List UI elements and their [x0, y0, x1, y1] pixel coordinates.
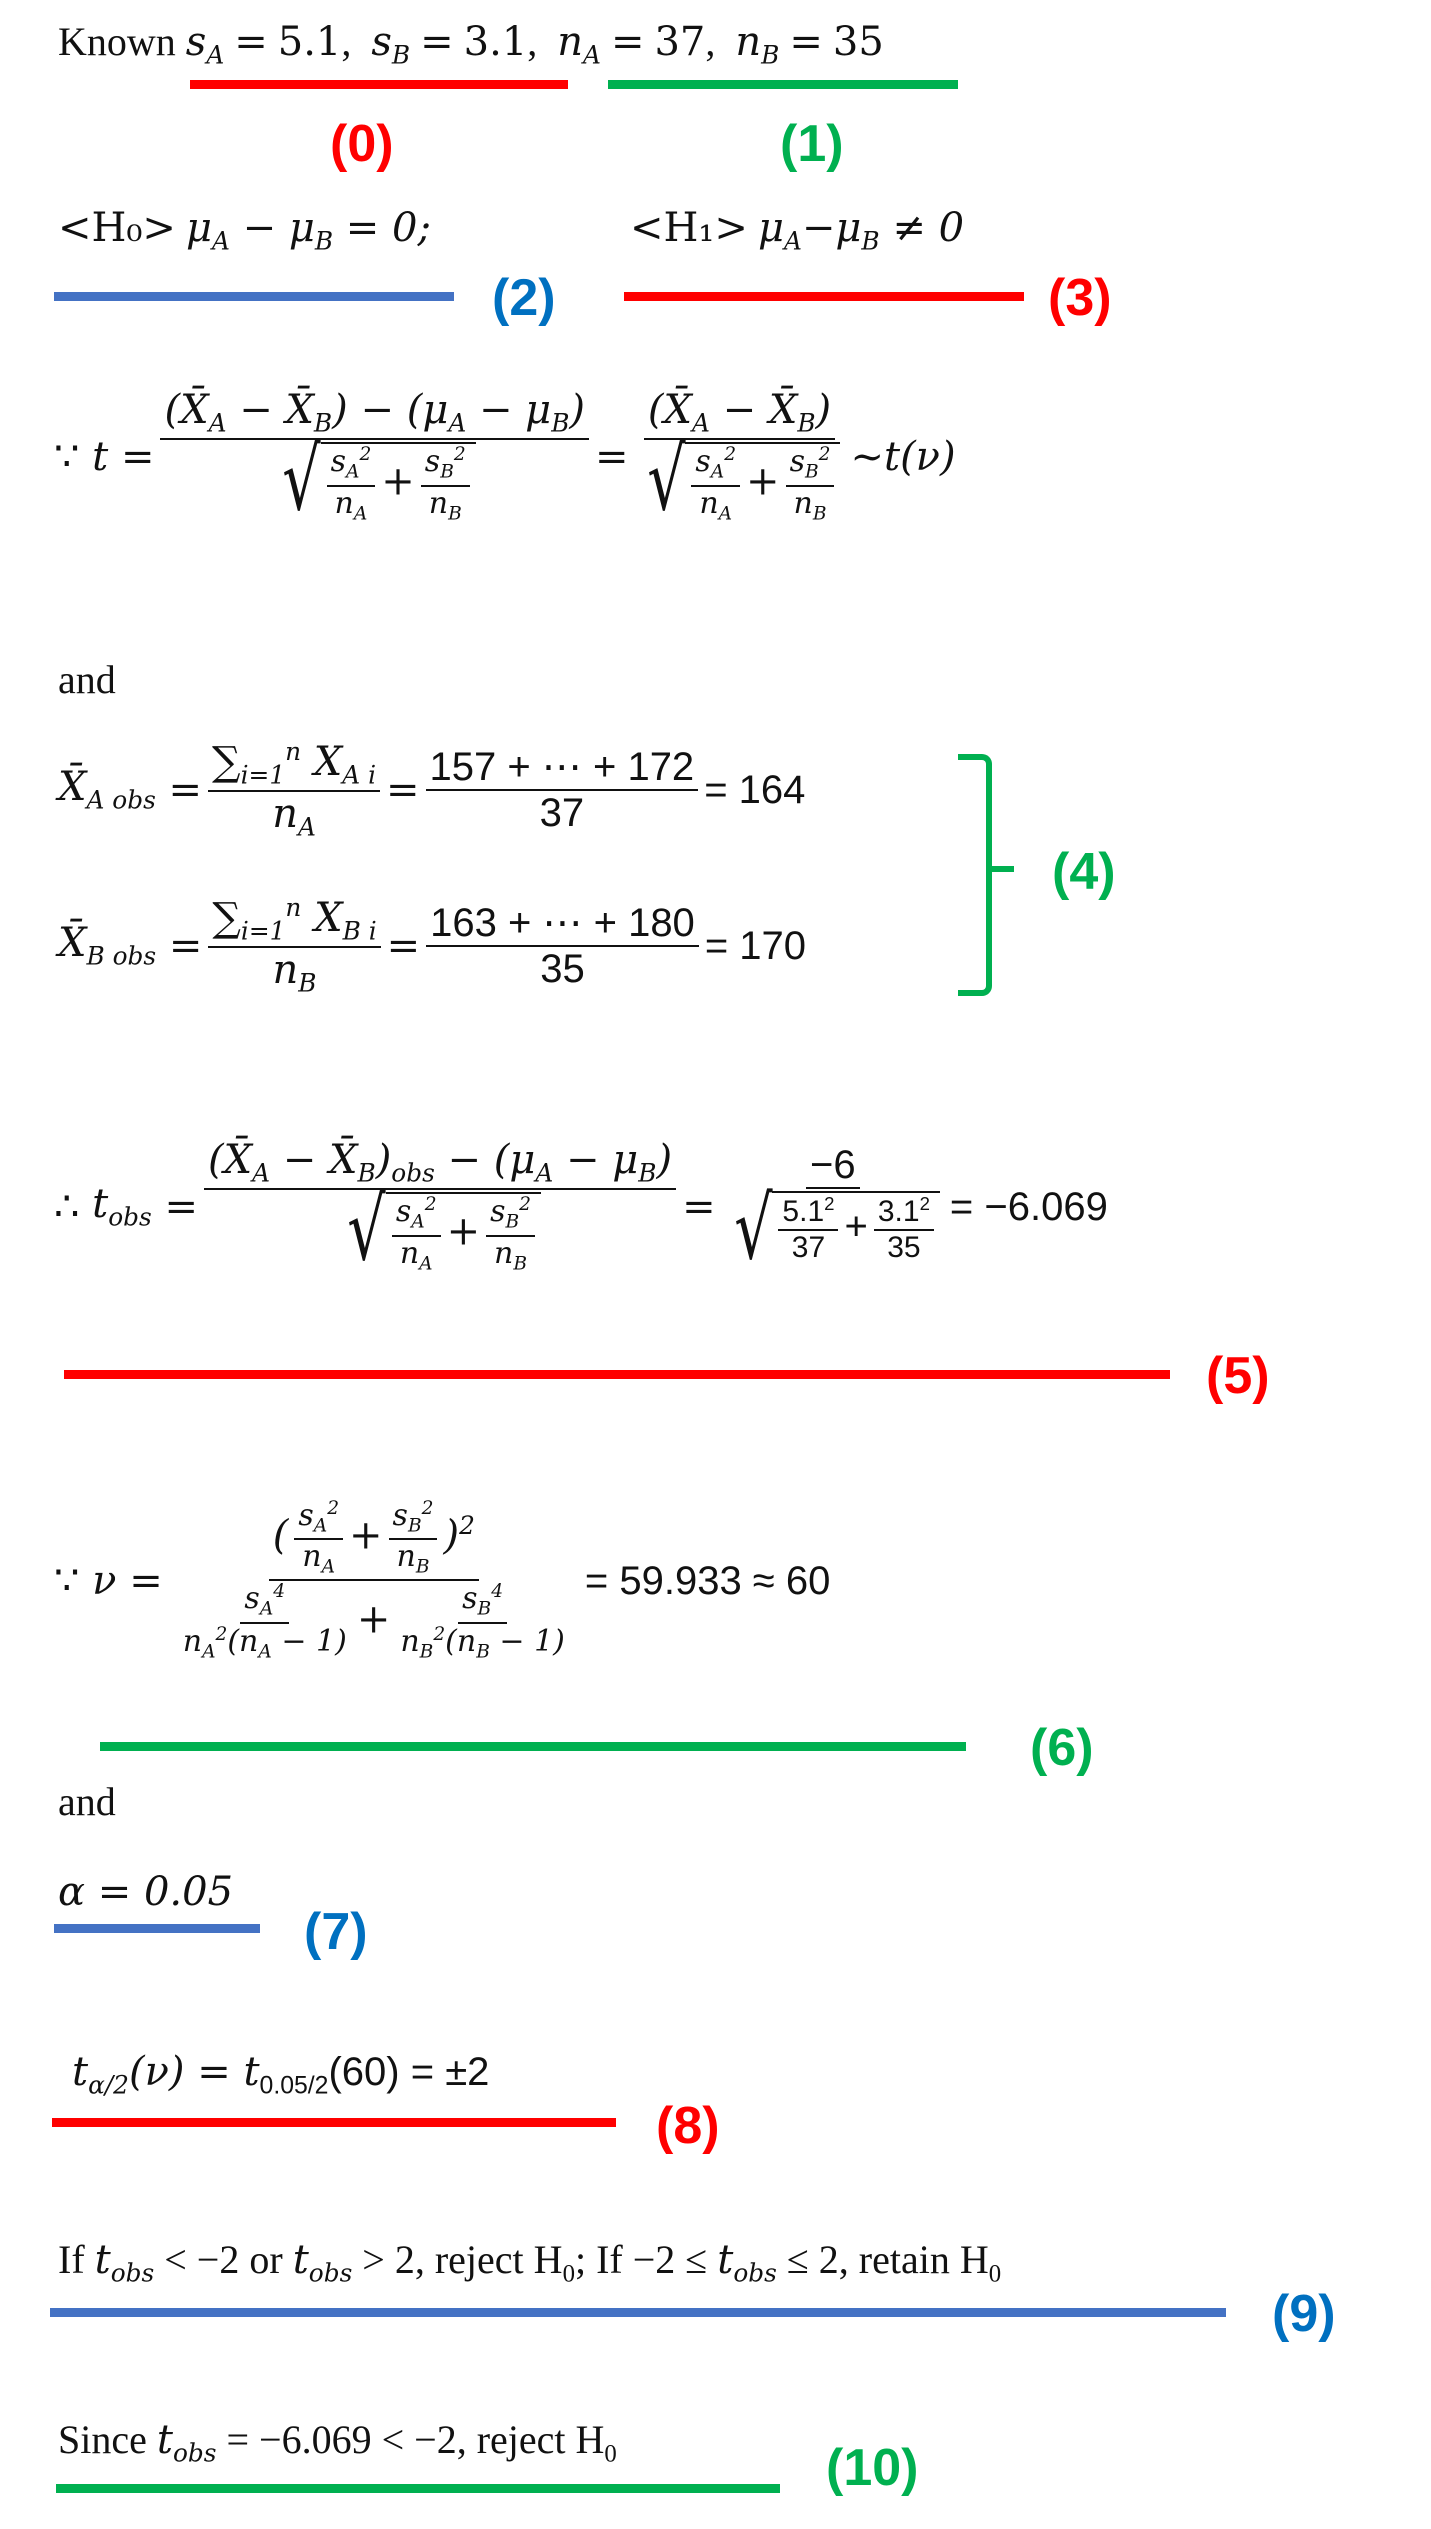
conclusion-part-1: Since	[58, 2417, 157, 2462]
underline-9	[50, 2308, 1226, 2317]
mean-B-numerator: 163 + ⋯ + 180	[426, 903, 699, 947]
green-bracket	[958, 754, 992, 996]
mean-A-numerator: 157 + ⋯ + 172	[426, 747, 699, 791]
sB-value: 3.1	[463, 19, 528, 65]
underline-3	[624, 292, 1024, 301]
known-line: Known $s_A = 5.1$, $s_B = 3.1$, $n_A = 37$, $n_B = 35$	[58, 19, 884, 70]
tobs-nA: 37	[791, 1231, 826, 1265]
label-0: (0)	[330, 115, 394, 173]
underline-10	[56, 2484, 780, 2493]
underline-8	[52, 2118, 616, 2127]
rule-part-2: < −2 or	[154, 2237, 293, 2282]
nu-line: ∵ ν = ( $\frac{s_A^2}{n_A}$ + $\frac{s_B^2}{n_B}$ )$^2$ $\frac{s_A^4}{n_A^2(n_A - 1)}$ + $\frac{s_B^4}{n_B^2(n_B - 1)}$ = 59.933 ≈ 60	[54, 1498, 831, 1663]
t-def-fraction-2: ($X̄_A$ − $X̄_B$) √ $\frac{s_A^2}{n_A}$ + $\frac{s_B^2}{n_B}$	[635, 390, 845, 524]
conclusion-part-2: = −6.069 < −2, reject H	[216, 2417, 605, 2462]
and-text-1: and	[58, 657, 116, 702]
tcrit-eq: = t	[197, 2049, 260, 2095]
underline-1	[608, 80, 958, 89]
alpha-line: α = 0.05	[58, 1869, 234, 1915]
mean-A-result: = 164	[704, 768, 806, 813]
underline-2	[54, 292, 454, 301]
known-label: Known	[58, 19, 176, 64]
h1-expr: $\mu_A-\mu_B \ne 0$	[757, 205, 965, 256]
h0-expr: $\mu_A - \mu_B = 0$;	[185, 205, 431, 256]
h0-label: <H₀>	[58, 205, 176, 251]
sB-symbol: $s_B$	[371, 19, 411, 70]
nu-result: = 59.933 ≈ 60	[584, 1558, 831, 1603]
tobs-sB: 3.1	[877, 1195, 920, 1229]
tcrit-sub: 0.05/2	[259, 2072, 329, 2100]
label-3: (3)	[1048, 269, 1112, 327]
rule-part-4: ; If −2 ≤	[574, 2237, 718, 2282]
rule-part-3: > 2, reject H	[352, 2237, 563, 2282]
tcrit-rest: (60) = ±2	[328, 2050, 490, 2094]
nA-symbol: $n_A$	[557, 19, 601, 70]
rule-part-5: ≤ 2, retain H	[776, 2237, 989, 2282]
tcrit-line: $t_{\alpha/2}(\nu) = t_{0.05/2}(60) = \pm 2$	[72, 2049, 490, 2100]
sA-symbol: $s_A$	[185, 19, 225, 70]
label-5: (5)	[1206, 1347, 1270, 1405]
h0-statement	[58, 205, 431, 256]
tobs-numerator: −6	[806, 1145, 860, 1189]
mean-B-line: $X̄_{B obs}$ = $\frac{\sum_{i=1}^n X_{B i}}{n_B}$ = $\frac{163 + \cdots + 180}{35}$ = 170	[58, 893, 807, 999]
h1-statement	[630, 205, 965, 256]
t-def-fraction-1: ($X̄_A$ − $X̄_B) - (\mu_A - \mu_B)$ √ $\frac{s_A^2}{n_A}$ + $\frac{s_B^2}{n_B}$	[160, 390, 589, 524]
nB-value: 35	[832, 19, 884, 65]
label-10: (10)	[826, 2439, 919, 2497]
tobs-nB: 35	[887, 1231, 921, 1265]
underline-5	[64, 1370, 1170, 1379]
t-definition: ∵ t = ($X̄_A$ − $X̄_B) - (\mu_A - \mu_B)$ √ $\frac{s_A^2}{n_A}$ + $\frac{s_B^2}{n_B}$ = ($X̄_A$ − $X̄_B$) √ $\frac{s_A^2}{n_A}$ + $\frac{s_B^2}{n_B}$ ~t(ν)	[54, 387, 956, 531]
mean-B-result: = 170	[704, 924, 807, 969]
label-6: (6)	[1030, 1719, 1094, 1777]
underline-0	[190, 80, 568, 89]
label-1: (1)	[780, 115, 844, 173]
sA-value: 5.1	[277, 19, 342, 65]
label-4: (4)	[1052, 843, 1116, 901]
conclusion: Since $t_{obs} = -6.069 < -2$, reject $H_0$	[58, 2417, 617, 2468]
decision-rule: If $t_{obs} < -2$ or $t_{obs} > 2$, reject $H_0$; $If -2 \le t_{obs} \le 2$, retain $H_0$	[58, 2237, 1002, 2288]
label-9: (9)	[1272, 2285, 1336, 2343]
h1-label: <H₁>	[630, 205, 748, 251]
nB-symbol: $n_B$	[735, 19, 780, 70]
label-2: (2)	[492, 269, 556, 327]
tobs-line: ∴ $t_{obs}$ = ($X̄_A$ − $X̄_B)_{obs} - (\mu_A - \mu_B)$ √ $\frac{s_A^2}{n_A}$ + $\frac{s_B^2}{n_B}$ = −6 √ $\frac{5.1^2}{37}$ + $\frac{3.1^2}{35}$ = −6.069	[54, 1137, 1108, 1281]
nA-value: 37	[654, 19, 706, 65]
tobs-sA: 5.1	[782, 1195, 825, 1229]
mean-A-line: $X̄_{A obs}$ = $\frac{\sum_{i=1}^n X_{A i}}{n_A}$ = $\frac{157 + \cdots + 172}{37}$ = 164	[58, 737, 806, 843]
underline-7	[54, 1924, 260, 1933]
underline-6	[100, 1742, 966, 1751]
tobs-result: = −6.069	[949, 1184, 1108, 1229]
rule-part-1: If	[58, 2237, 95, 2282]
mean-B-denominator: 35	[540, 947, 585, 992]
label-7: (7)	[304, 1903, 368, 1961]
and-text-2: and	[58, 1779, 116, 1824]
mean-A-denominator: 37	[539, 791, 585, 836]
label-8: (8)	[656, 2097, 720, 2155]
green-bracket-tick	[992, 866, 1014, 872]
